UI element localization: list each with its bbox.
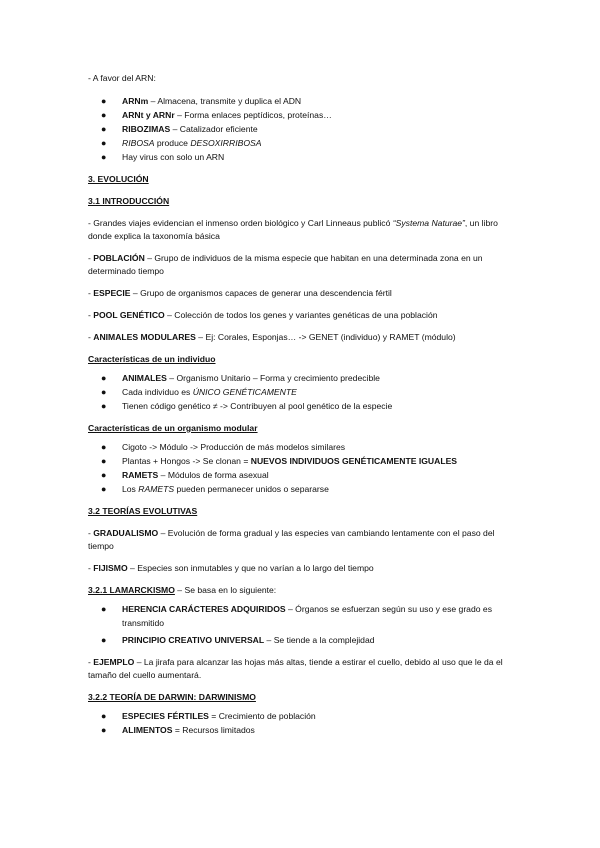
- definition-animales-modulares: - ANIMALES MODULARES – Ej: Corales, Esponjas… -> GENET (individuo) y RAMET (módulo): [88, 332, 456, 342]
- list-item: ● RIBOZIMAS – Catalizador eficiente: [101, 124, 258, 134]
- definition-pool-genetico: - POOL GENÉTICO – Colección de todos los genes y variantes genéticas de una población: [88, 310, 438, 320]
- bullet-icon: ●: [101, 725, 107, 735]
- subheading-modular: Características de un organismo modular: [88, 423, 258, 433]
- list-item: ● Los RAMETS pueden permanecer unidos o separarse: [101, 484, 329, 494]
- section-heading-teorias: 3.2 TEORÍAS EVOLUTIVAS: [88, 506, 198, 516]
- bullet-icon: ●: [101, 442, 107, 452]
- intro-paragraph: - Grandes viajes evidencian el inmenso orden biológico y Carl Linneaus publicó “Systema Naturae”, un libro donde explica la taxonomía básica: [88, 218, 498, 241]
- section-heading-evolucion: 3. EVOLUCIÓN: [88, 174, 149, 184]
- document-page: [88, 72, 518, 737]
- bullet-icon: ●: [101, 373, 107, 383]
- definition-gradualismo: - GRADUALISMO – Evolución de forma gradual y las especies van cambiando lentamente con el paso del tiempo: [88, 528, 495, 551]
- modular-list: [88, 440, 518, 496]
- list-item: ● Hay virus con solo un ARN: [101, 152, 225, 162]
- bullet-icon: ●: [101, 110, 107, 120]
- list-item: ● ESPECIES FÉRTILES = Crecimiento de población: [101, 711, 316, 721]
- bullet-icon: ●: [101, 635, 107, 645]
- definition-fijismo: - FIJISMO – Especies son inmutables y que no varían a lo largo del tiempo: [88, 563, 374, 573]
- bullet-icon: ●: [101, 604, 107, 614]
- list-item: ● ARNt y ARNr – Forma enlaces peptídicos, proteínas…: [101, 110, 332, 120]
- darwin-list: [88, 709, 518, 737]
- list-item: ● PRINCIPIO CREATIVO UNIVERSAL – Se tiende a la complejidad: [101, 635, 375, 645]
- definition-especie: - ESPECIE – Grupo de organismos capaces de generar una descendencia fértil: [88, 288, 392, 298]
- individuo-list: [88, 371, 518, 413]
- bullet-icon: ●: [101, 711, 107, 721]
- list-item: ● ARNm – Almacena, transmite y duplica el ADN: [101, 96, 302, 106]
- bullet-icon: ●: [101, 484, 107, 494]
- list-item: ● Cigoto -> Módulo -> Producción de más modelos similares: [101, 442, 346, 452]
- list-item: ● Plantas + Hongos -> Se clonan = NUEVOS INDIVIDUOS GENÉTICAMENTE IGUALES: [101, 456, 458, 466]
- arn-list: [88, 94, 518, 164]
- list-item: ● ALIMENTOS = Recursos limitados: [101, 725, 255, 735]
- lamarck-example: - EJEMPLO – La jirafa para alcanzar las hojas más altas, tiende a estirar el cuello, debido al uso que le da el tamaño del cuello aumentará.: [88, 657, 503, 680]
- list-item: ● ANIMALES – Organismo Unitario – Forma y crecimiento predecible: [101, 373, 380, 383]
- bullet-icon: ●: [101, 152, 107, 162]
- list-item: ● RAMETS – Módulos de forma asexual: [101, 470, 269, 480]
- list-item: ● Tienen código genético ≠ -> Contribuyen al pool genético de la especie: [101, 401, 393, 411]
- lamarck-list: [88, 602, 518, 647]
- section-heading-darwinismo: 3.2.2 TEORÍA DE DARWIN: DARWINISMO: [88, 692, 256, 702]
- list-item: ● RIBOSA produce DESOXIRRIBOSA: [101, 138, 262, 148]
- bullet-icon: ●: [101, 456, 107, 466]
- bullet-icon: ●: [101, 138, 107, 148]
- bullet-icon: ●: [101, 401, 107, 411]
- section-heading-introduccion: 3.1 INTRODUCCIÓN: [88, 196, 170, 206]
- list-item: ● Cada individuo es ÚNICO GENÉTICAMENTE: [101, 387, 297, 397]
- arn-intro: - A favor del ARN:: [88, 73, 156, 83]
- definition-poblacion: - POBLACIÓN – Grupo de individuos de la misma especie que habitan en una determinada zona en un determinado tiempo: [88, 253, 483, 276]
- list-item: ● HERENCIA CARÁCTERES ADQUIRIDOS – Órganos se esfuerzan según su uso y ese grado es transmitido: [101, 604, 492, 628]
- bullet-icon: ●: [101, 387, 107, 397]
- bullet-icon: ●: [101, 124, 107, 134]
- subheading-individuo: Características de un individuo: [88, 354, 216, 364]
- bullet-icon: ●: [101, 470, 107, 480]
- section-heading-lamarckismo: 3.2.1 LAMARCKISMO – Se basa en lo siguiente:: [88, 585, 277, 595]
- bullet-icon: ●: [101, 96, 107, 106]
